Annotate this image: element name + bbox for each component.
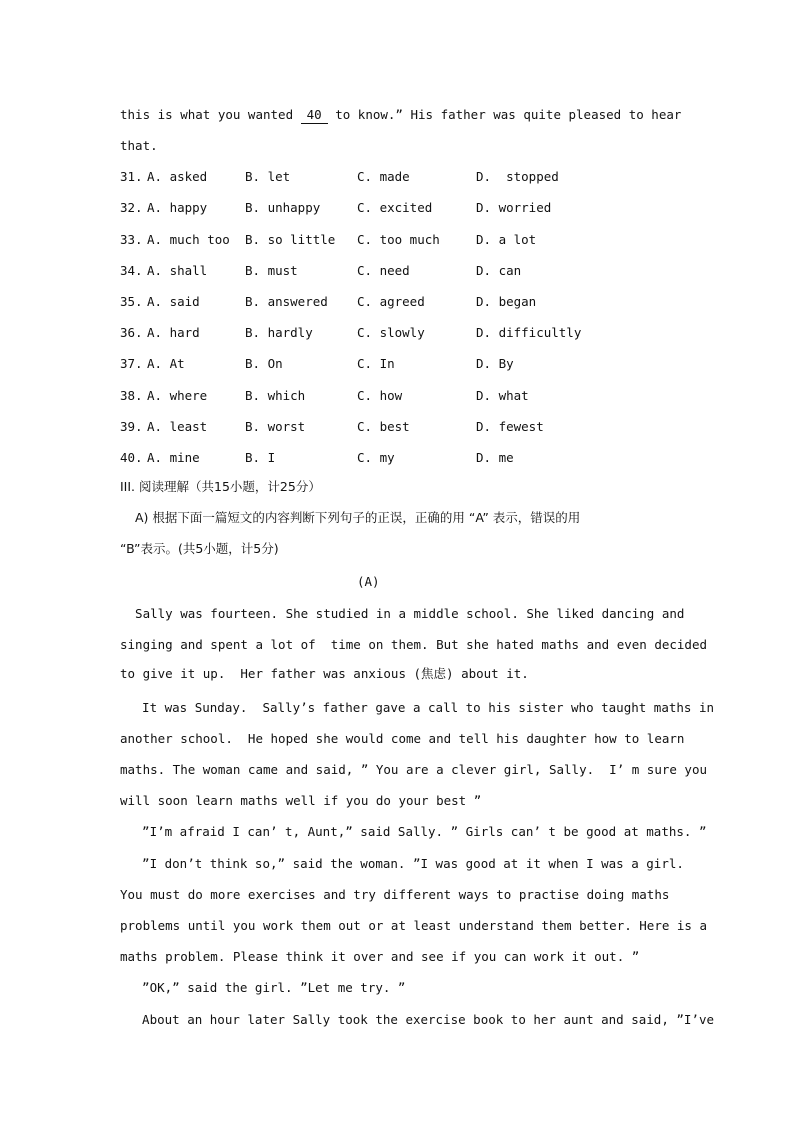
text-span: this is what you wanted [120, 107, 301, 122]
option-c: C. excited [357, 200, 433, 215]
question-options-31 [120, 169, 680, 185]
option-a: A. much too [147, 232, 230, 247]
text-span: to know.” His father was quite pleased to hear [327, 107, 682, 122]
question-options-34 [120, 263, 680, 279]
question-number: 39. [120, 419, 143, 434]
option-c: C. best [357, 419, 410, 434]
section-instructions-line-2: “B”表示。(共5小题，计5分) [120, 541, 279, 556]
passage-line: maths problem. Please think it over and see if you can work it out. ˮ [120, 949, 640, 964]
passage-line: You must do more exercises and try different ways to practise doing maths [120, 887, 670, 902]
question-options-36 [120, 325, 680, 341]
option-b: B. answered [245, 294, 328, 309]
option-c: C. my [357, 450, 395, 465]
passage-line: singing and spent a lot of time on them. But she hated maths and even decided [120, 637, 707, 652]
option-c: C. slowly [357, 325, 425, 340]
option-d: D. difficultly [476, 325, 582, 340]
option-a: A. where [147, 388, 208, 403]
passage-continuation-line-2: that. [120, 138, 158, 153]
question-number: 36. [120, 325, 143, 340]
answer-blank-40: 40 [301, 107, 328, 124]
question-number: 34. [120, 263, 143, 278]
passage-label: (A) [357, 574, 380, 589]
option-d: D. stopped [476, 169, 559, 184]
option-c: C. agreed [357, 294, 425, 309]
passage-line: Sally was fourteen. She studied in a middle school. She liked dancing and [120, 606, 685, 621]
option-c: C. too much [357, 232, 440, 247]
option-d: D. By [476, 356, 514, 371]
option-d: D. fewest [476, 419, 544, 434]
option-a: A. happy [147, 200, 208, 215]
question-options-32 [120, 200, 680, 216]
passage-line: problems until you work them out or at least understand them better. Here is a [120, 918, 707, 933]
passage-line: ˮI don’t think so,ˮ said the woman. ˮI was good at it when I was a girl. [127, 856, 684, 871]
section-heading: III. 阅读理解（共15小题，计25分） [120, 479, 321, 494]
option-d: D. what [476, 388, 529, 403]
question-options-33 [120, 232, 680, 248]
passage-line: ˮOK,ˮ said the girl. ˮLet me try. ˮ [127, 980, 406, 995]
question-number: 37. [120, 356, 143, 371]
question-number: 35. [120, 294, 143, 309]
passage-continuation-line-1 [120, 107, 681, 124]
question-options-40 [120, 450, 680, 466]
passage-line: to give it up. Her father was anxious (焦虑) about it. [120, 666, 529, 681]
option-c: C. how [357, 388, 403, 403]
section-instructions-line-1: A) 根据下面一篇短文的内容判断下列句子的正误，正确的用 “A” 表示，错误的用 [135, 510, 581, 525]
option-a: A. At [147, 356, 185, 371]
question-number: 38. [120, 388, 143, 403]
question-options-38 [120, 388, 680, 404]
option-b: B. unhappy [245, 200, 321, 215]
passage-line: ˮI’m afraid I can’ t, Aunt,ˮ said Sally. ˮ Girls can’ t be good at maths. ˮ [127, 824, 707, 839]
question-number: 33. [120, 232, 143, 247]
question-number: 40. [120, 450, 143, 465]
option-d: D. a lot [476, 232, 537, 247]
passage-line: will soon learn maths well if you do your best ˮ [120, 793, 482, 808]
question-options-37 [120, 356, 680, 372]
question-number: 32. [120, 200, 143, 215]
option-a: A. hard [147, 325, 200, 340]
option-b: B. let [245, 169, 291, 184]
option-b: B. must [245, 263, 298, 278]
passage-line: About an hour later Sally took the exercise book to her aunt and said, ˮI’ve [127, 1012, 714, 1027]
option-d: D. can [476, 263, 522, 278]
option-c: C. made [357, 169, 410, 184]
passage-line: maths. The woman came and said, ˮ You are a clever girl, Sally. I’ m sure you [120, 762, 707, 777]
option-b: B. hardly [245, 325, 313, 340]
question-options-39 [120, 419, 680, 435]
option-a: A. asked [147, 169, 208, 184]
option-c: C. In [357, 356, 395, 371]
option-a: A. least [147, 419, 208, 434]
passage-line: another school. He hoped she would come and tell his daughter how to learn [120, 731, 685, 746]
question-options-35 [120, 294, 680, 310]
question-number: 31. [120, 169, 143, 184]
passage-line: It was Sunday. Sally’s father gave a call to his sister who taught maths in [127, 700, 714, 715]
option-a: A. shall [147, 263, 208, 278]
option-a: A. mine [147, 450, 200, 465]
option-d: D. worried [476, 200, 552, 215]
option-b: B. I [245, 450, 276, 465]
option-b: B. so little [245, 232, 336, 247]
option-b: B. On [245, 356, 283, 371]
option-b: B. which [245, 388, 306, 403]
option-d: D. me [476, 450, 514, 465]
option-d: D. began [476, 294, 537, 309]
option-a: A. said [147, 294, 200, 309]
option-c: C. need [357, 263, 410, 278]
option-b: B. worst [245, 419, 306, 434]
